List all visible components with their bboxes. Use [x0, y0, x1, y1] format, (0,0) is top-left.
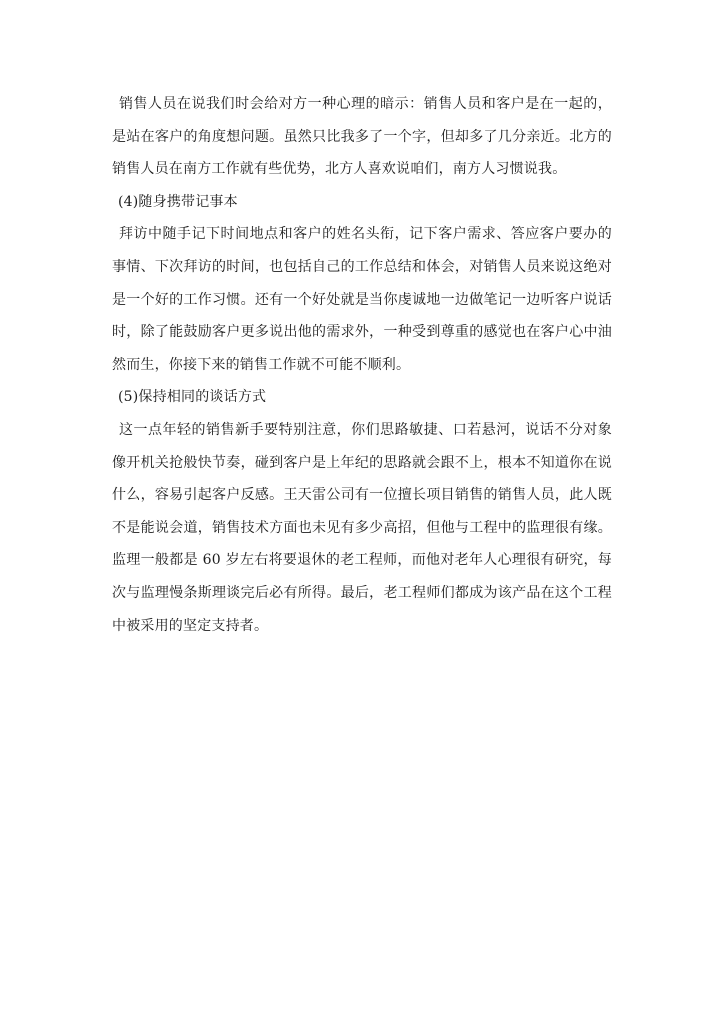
document-body	[112, 88, 612, 642]
section-heading-4: (4)随身携带记事本	[118, 193, 238, 210]
paragraph-3: 这一点年轻的销售新手要特别注意，你们思路敏捷、口若悬河，说话不分对象像开机关抢般快节奏，碰到客户是上年纪的思路就会跟不上，根本不知道你在说什么，容易引起客户反感。王天雷公司有一位擅长项目销售的销售人员，此人既不是能说会道，销售技术方面也未见有多少高招，但他与工程中的监理很有缘。监理一般都是 60 岁左右将要退休的老工程师，而他对老年人心理很有研究，每次与监理慢条斯理谈完后必有所得。最后，老工程师们都成为该产品在这个工程中被采用的坚定支持者。	[112, 421, 612, 634]
section-heading-5: (5)保持相同的谈话方式	[118, 389, 267, 406]
paragraph-1: 销售人员在说我们时会给对方一种心理的暗示：销售人员和客户是在一起的，是站在客户的角度想问题。虽然只比我多了一个字，但却多了几分亲近。北方的销售人员在南方工作就有些优势，北方人喜欢说咱们，南方人习惯说我。	[112, 96, 612, 178]
paragraph-2: 拜访中随手记下时间地点和客户的姓名头衔，记下客户需求、答应客户要办的事情、下次拜访的时间，也包括自己的工作总结和体会，对销售人员来说这绝对是一个好的工作习惯。还有一个好处就是当你虔诚地一边做笔记一边听客户说话时，除了能鼓励客户更多说出他的需求外，一种受到尊重的感觉也在客户心中油然而生，你接下来的销售工作就不可能不顺利。	[112, 226, 612, 373]
